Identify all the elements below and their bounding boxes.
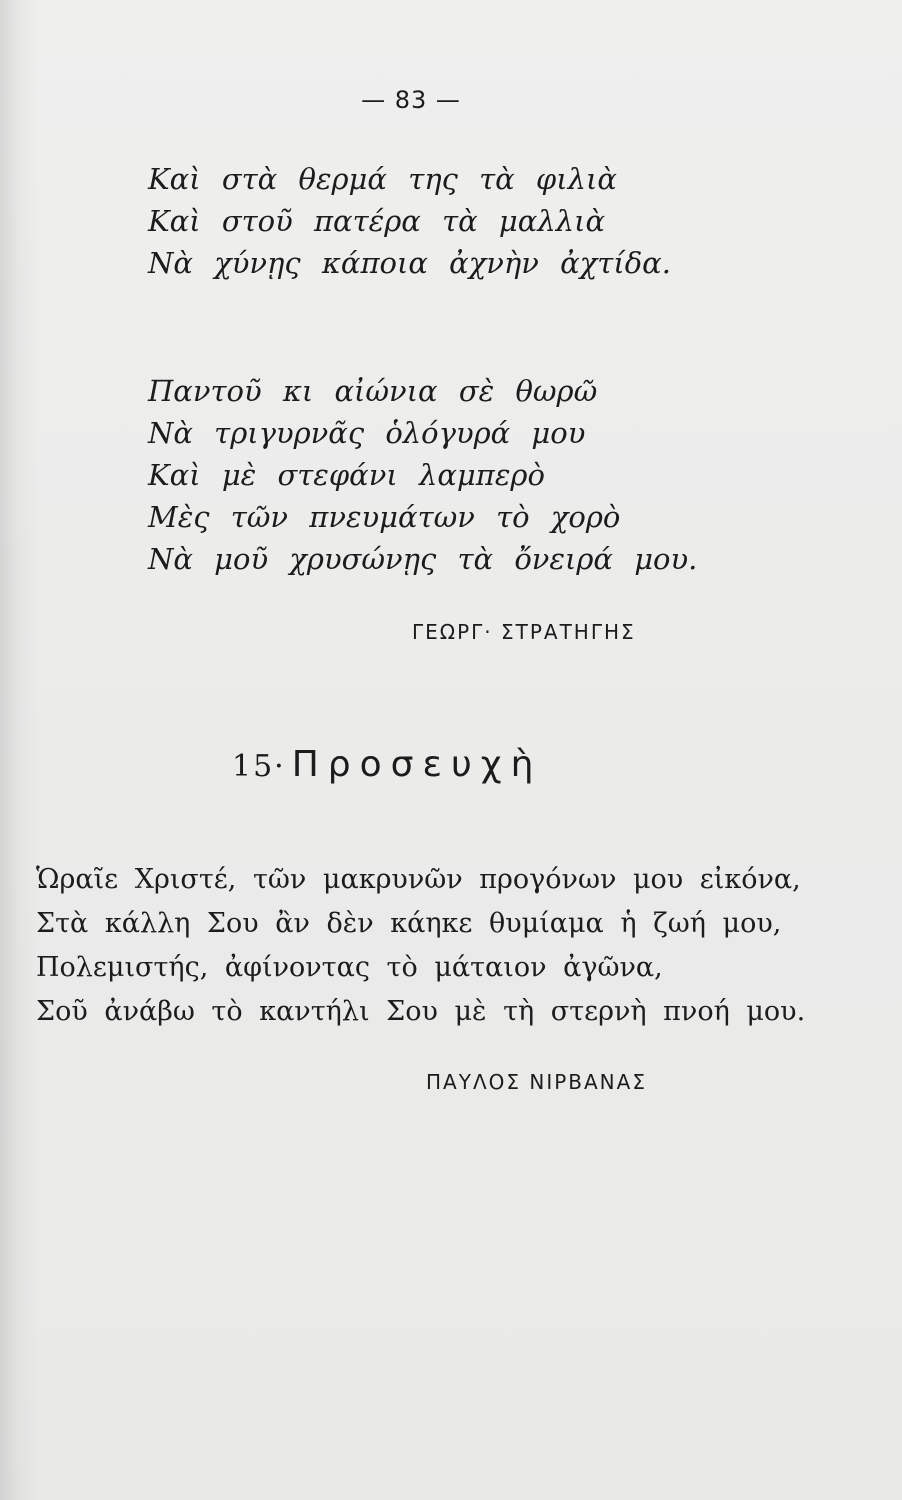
page-number: — 83 —	[361, 86, 461, 114]
poem-line: Παντοῦ κι αἰώνια σὲ θωρῶ	[148, 374, 598, 408]
poem-line: Μὲς τῶν πνευμάτων τὸ χορὸ	[148, 500, 621, 534]
poem-author: ΠΑΥΛΟΣ ΝΙΡΒΑΝΑΣ	[426, 1070, 647, 1094]
poem-body	[36, 858, 805, 1034]
poem-line: Νὰ χύνῃς κάποια ἀχνὴν ἀχτίδα.	[148, 246, 671, 280]
poem-title-text: Προσευχὴ	[291, 744, 543, 785]
poem-line: Νὰ μοῦ χρυσώνῃς τὰ ὄνειρά μου.	[148, 542, 698, 576]
poem-line: Νὰ τριγυρνᾶς ὁλόγυρά μου	[148, 416, 586, 450]
poem-title	[232, 744, 542, 785]
poem-line: Πολεμιστής, ἀφίνοντας τὸ μάταιον ἀγῶνα,	[36, 952, 663, 983]
poem-stanza-2	[148, 370, 697, 580]
poem-author: ΓΕΩΡΓ· ΣΤΡΑΤΗΓΗΣ	[412, 620, 636, 644]
poem-stanza-1	[148, 158, 671, 284]
poem-line: Καὶ μὲ στεφάνι λαμπερὸ	[148, 458, 545, 492]
poem-line: Ὡραῖε Χριστέ, τῶν μακρυνῶν προγόνων μου εἰκόνα,	[36, 864, 801, 895]
poem-line: Καὶ στοῦ πατέρα τὰ μαλλιὰ	[148, 204, 606, 238]
poem-line: Στὰ κάλλη Σου ἂν δὲν κάηκε θυμίαμα ἡ ζωή μου,	[36, 908, 782, 939]
poem-line: Σοῦ ἀνάβω τὸ καντήλι Σου μὲ τὴ στερνὴ πνοή μου.	[36, 996, 806, 1027]
poem-line: Καὶ στὰ θερμά της τὰ φιλιὰ	[148, 162, 617, 196]
poem-number: 15·	[232, 749, 286, 784]
